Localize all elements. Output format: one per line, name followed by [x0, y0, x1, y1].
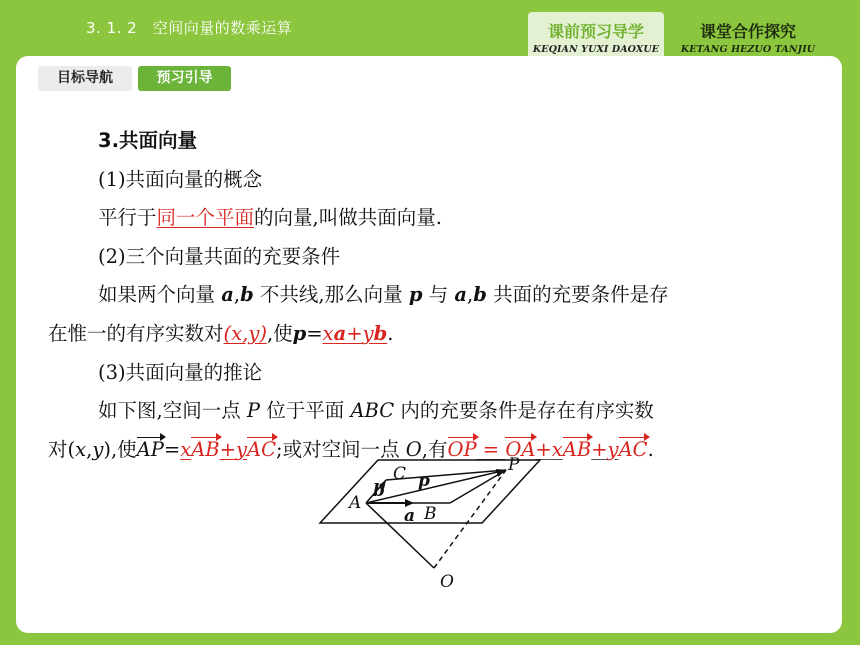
point-label-A: A: [349, 493, 362, 513]
fill-blank-answer: (x,y): [223, 321, 267, 345]
vector-label-p: p: [418, 471, 430, 491]
tab-label: 课前预习导学: [547, 22, 644, 41]
vector-AP: AP: [137, 431, 164, 470]
fill-blank-answer: xAB+yAC: [180, 438, 276, 461]
corollary-line-2: 对(x,y),使AP=xAB+yAC;或对空间一点 O,有OP = OA+xAB+yAC.: [48, 431, 808, 470]
vector-AC: AC: [619, 431, 648, 470]
tab-sublabel: KEQIAN YUXI DAOXUE: [532, 44, 660, 55]
section-title: 3. 1. 2 空间向量的数乘运算: [86, 19, 293, 37]
header-bar: [0, 0, 860, 55]
condition-line-2: 在惟一的有序实数对(x,y),使p=xa+yb.: [48, 321, 394, 345]
tab-sublabel: KETANG HEZUO TANJIU: [680, 44, 816, 55]
tab-keqian-yuxi-daoxue[interactable]: [528, 12, 664, 56]
vector-AB: AB: [563, 431, 591, 470]
tab-label: 课堂合作探究: [699, 22, 796, 41]
content-card: [16, 56, 842, 633]
point-label-C: C: [393, 464, 407, 484]
point-label-P: P: [508, 456, 520, 475]
subtab-goal-navigation[interactable]: 目标导航: [38, 66, 132, 91]
vector-AC: AC: [247, 431, 276, 470]
tab-ketang-hezuo-tanjiu[interactable]: [672, 12, 824, 56]
point-label-O: O: [440, 572, 454, 591]
vector-OA: OA: [505, 431, 535, 470]
subtab-preview-guide[interactable]: 预习引导: [138, 66, 231, 91]
corollary-line-1: 如下图,空间一点 P 位于平面 ABC 内的充要条件是存在有序实数: [98, 399, 654, 423]
coplanar-vector-figure: [316, 456, 546, 591]
vector-label-a: a: [404, 506, 416, 526]
fill-blank-answer: xa+yb: [322, 321, 388, 345]
vector-label-b: b: [373, 481, 385, 501]
vector-AB: AB: [191, 431, 219, 470]
fill-blank-answer: OP = OA+xAB+yAC: [448, 438, 648, 461]
lesson-content: [48, 122, 808, 469]
condition-line-1: 如果两个向量 a,b 不共线,那么向量 p 与 a,b 共面的充要条件是存: [98, 283, 669, 307]
vector-p-segment: [366, 470, 506, 503]
subsection-2-title: (2)三个向量共面的充要条件: [98, 244, 341, 268]
subsection-3-title: (3)共面向量的推论: [98, 360, 263, 384]
fill-blank-answer: 同一个平面: [156, 206, 255, 230]
point-label-B: B: [424, 504, 437, 524]
vector-OP: OP: [448, 431, 477, 470]
section-heading: 3.共面向量: [98, 129, 197, 152]
subsection-1-title: (1)共面向量的概念: [98, 167, 263, 191]
definition-line: 平行于同一个平面的向量,叫做共面向量.: [98, 206, 442, 230]
